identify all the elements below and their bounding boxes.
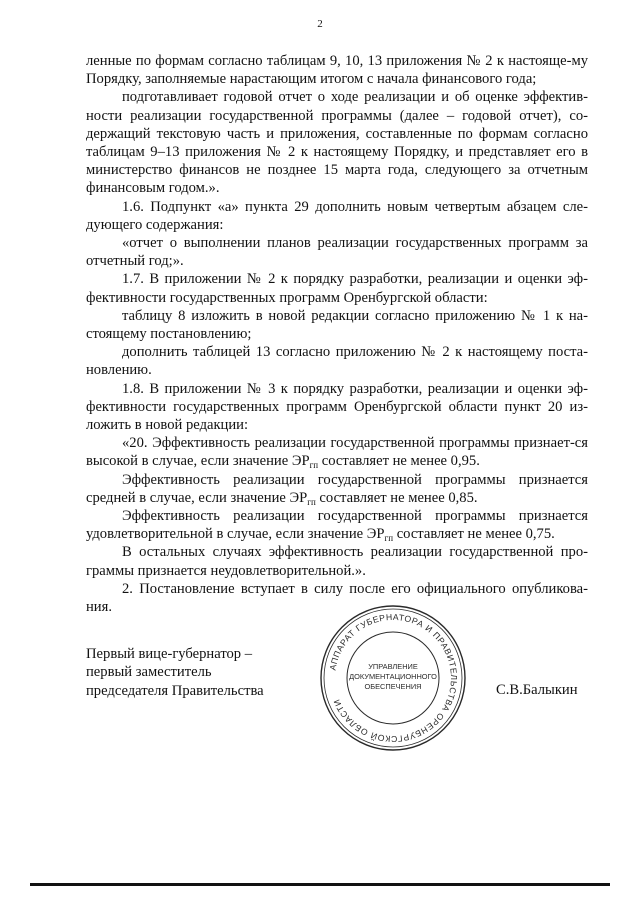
paragraph-er-high xyxy=(86,434,588,470)
seal-outer-text: АППАРАТ ГУБЕРНАТОРА И ПРАВИТЕЛЬСТВА ОРЕНБУРГСКОЙ ОБЛАСТИ xyxy=(327,611,460,745)
signatory-name: С.В.Балыкин xyxy=(496,682,578,698)
paragraph-er-medium xyxy=(86,471,588,507)
official-seal xyxy=(316,601,470,755)
paragraph: подготавливает годовой отчет о ходе реализации и об оценке эффектив-ности реализации государственной программы (далее – годовой отчет), со-держащий текстовую часть и приложения, составленные по формам согласно таблицам 9–13 приложения № 2 к настоящему Порядку, и представляет его в министерство финансов не позднее 15 марта года, следующего за отчетным финансовым годом.». xyxy=(86,89,588,197)
position-line: Первый вице-губернатор – xyxy=(86,646,253,662)
er-subscript: гп xyxy=(309,460,319,471)
position-line: первый заместитель xyxy=(86,664,212,681)
seal-center-line: УПРАВЛЕНИЕ xyxy=(368,662,418,671)
paragraph: 1.8. В приложении № 3 к порядку разработки, реализации и оценки эф-фективности государственных программ Оренбургской области пункт 20 из-ложить в новой редакции: xyxy=(86,380,588,434)
page-number: 2 xyxy=(317,18,323,30)
paragraph-text: составляет не менее 0,85. xyxy=(315,489,478,506)
paragraph-text: Эффективность реализации государственной программы признается удовлетворительной в случае, если значение ЭР xyxy=(86,508,588,543)
paragraph: ленные по формам согласно таблицам 9, 10, 13 приложения № 2 к настояще-му Порядку, заполняемые нарастающим итогом с начала финансового года; xyxy=(86,53,588,88)
document-body xyxy=(86,52,588,616)
er-subscript: гп xyxy=(307,496,316,507)
paragraph: таблицу 8 изложить в новой редакции согласно приложению № 1 к на-стоящему постановлению; xyxy=(86,307,588,343)
paragraph-text: составляет не менее 0,95. xyxy=(318,453,480,470)
paragraph: «отчет о выполнении планов реализации государственных программ за отчетный год;». xyxy=(86,235,588,270)
paragraph: 1.6. Подпункт «а» пункта 29 дополнить новым четвертым абзацем сле-дующего содержания: xyxy=(86,198,588,233)
paragraph-text: Эффективность реализации государственной программы признается средней в случае, если значение ЭР xyxy=(86,471,588,506)
page-bottom-rule xyxy=(30,883,610,886)
seal-center-line: ОБЕСПЕЧЕНИЯ xyxy=(364,682,422,691)
paragraph-er-satisfactory xyxy=(86,507,588,543)
paragraph: 2. Постановление вступает в силу после его официального опубликова-ния. xyxy=(86,580,588,616)
paragraph: дополнить таблицей 13 согласно приложению № 2 к настоящему поста-новлению. xyxy=(86,344,588,379)
seal-center-line: ДОКУМЕНТАЦИОННОГО xyxy=(349,672,437,681)
position-line: председателя Правительства xyxy=(86,682,264,699)
paragraph: 1.7. В приложении № 2 к порядку разработки, реализации и оценки эф-фективности государственных программ Оренбургской области: xyxy=(86,271,588,306)
signatory-position xyxy=(86,645,316,700)
paragraph-text: составляет не менее 0,75. xyxy=(393,526,555,543)
paragraph: В остальных случаях эффективность реализации государственной про-граммы признается неудовлетворительной.». xyxy=(86,544,588,579)
er-subscript: гп xyxy=(384,533,394,544)
paragraph-text: «20. Эффективность реализации государственной программы признает-ся высокой в случае, если значение ЭР xyxy=(86,435,588,470)
